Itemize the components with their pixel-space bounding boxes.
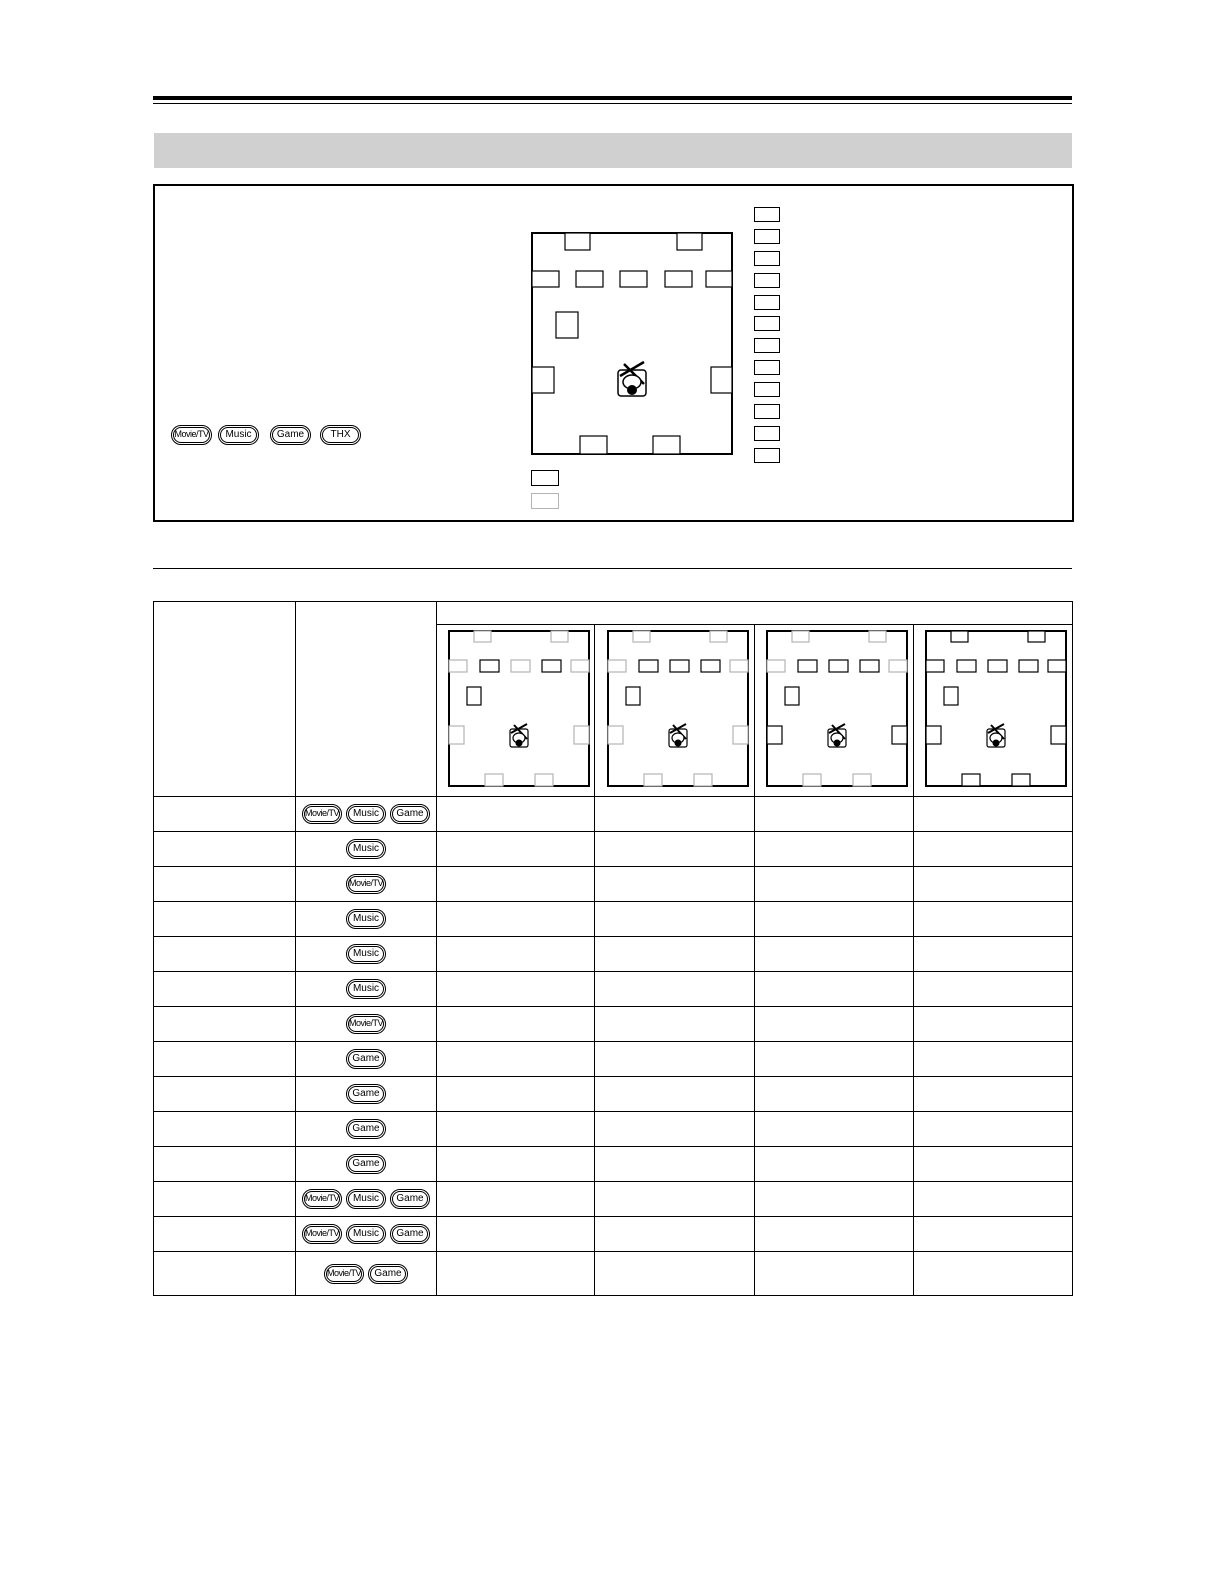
speaker-legend bbox=[754, 207, 780, 470]
layout-value-cell bbox=[595, 937, 755, 972]
front-left-speaker bbox=[474, 631, 491, 642]
music-icon: Music bbox=[218, 425, 259, 445]
table-row bbox=[154, 1217, 1073, 1252]
mode-name-cell bbox=[154, 972, 296, 1007]
game-icon: Game bbox=[390, 804, 430, 824]
layout-value-cell bbox=[755, 1252, 914, 1296]
game-icon: Game bbox=[346, 1049, 386, 1069]
top-rule-thin bbox=[153, 103, 1072, 104]
input-source-cell bbox=[296, 1077, 437, 1112]
music-icon: Music bbox=[346, 979, 386, 999]
room-outline bbox=[926, 631, 1066, 786]
layout-value-cell bbox=[755, 1007, 914, 1042]
front-left-speaker bbox=[792, 631, 809, 642]
layout-value-cell bbox=[595, 832, 755, 867]
game-icon: Game bbox=[390, 1224, 430, 1244]
layout-diagram-1 bbox=[437, 625, 595, 797]
speaker bbox=[988, 660, 1007, 672]
speaker bbox=[730, 660, 748, 672]
movie-tv-icon: Movie/TV bbox=[302, 1224, 342, 1244]
legend-key bbox=[754, 404, 780, 419]
game-icon: Game bbox=[270, 425, 311, 445]
front-right-speaker bbox=[710, 631, 727, 642]
layout-value-cell bbox=[437, 902, 595, 937]
movie-tv-icon: Movie/TV bbox=[346, 874, 386, 894]
music-icon: Music bbox=[346, 804, 386, 824]
input-source-cell bbox=[296, 1112, 437, 1147]
speaker bbox=[860, 660, 879, 672]
side-left-speaker bbox=[608, 726, 623, 744]
input-source-cell bbox=[296, 1007, 437, 1042]
legend-key bbox=[754, 295, 780, 310]
input-source-cell bbox=[296, 867, 437, 902]
table-row bbox=[154, 1182, 1073, 1217]
layout-value-cell bbox=[595, 972, 755, 1007]
layout-value-cell bbox=[437, 1252, 595, 1296]
table-row bbox=[154, 902, 1073, 937]
layout-value-cell bbox=[914, 832, 1073, 867]
speaker bbox=[957, 660, 976, 672]
side-right-speaker bbox=[733, 726, 748, 744]
legend-key bbox=[754, 360, 780, 375]
music-icon: Music bbox=[346, 944, 386, 964]
layout-value-cell bbox=[755, 972, 914, 1007]
header-speaker-layout bbox=[437, 602, 1073, 625]
layout-value-cell bbox=[437, 1077, 595, 1112]
layout-value-cell bbox=[914, 1217, 1073, 1252]
layout-value-cell bbox=[755, 867, 914, 902]
active-speaker-key bbox=[531, 470, 559, 486]
movie-tv-icon: Movie/TV bbox=[346, 1014, 386, 1034]
layout-value-cell bbox=[437, 1147, 595, 1182]
speaker bbox=[926, 660, 944, 672]
music-icon: Music bbox=[346, 1224, 386, 1244]
layout-value-cell bbox=[437, 972, 595, 1007]
table-row bbox=[154, 937, 1073, 972]
rear-right-speaker bbox=[1012, 774, 1030, 786]
layout-value-cell bbox=[595, 1007, 755, 1042]
layout-value-cell bbox=[437, 1217, 595, 1252]
room-outline bbox=[767, 631, 907, 786]
layout-diagram-2 bbox=[595, 625, 755, 797]
mode-name-cell bbox=[154, 1147, 296, 1182]
table-row bbox=[154, 1112, 1073, 1147]
speaker bbox=[511, 660, 530, 672]
game-icon: Game bbox=[346, 1119, 386, 1139]
speaker bbox=[1048, 660, 1066, 672]
side-right-speaker bbox=[1051, 726, 1066, 744]
input-source-cell bbox=[296, 1147, 437, 1182]
mode-name-cell bbox=[154, 1112, 296, 1147]
table-row bbox=[154, 1077, 1073, 1112]
side-right-speaker bbox=[574, 726, 589, 744]
speaker bbox=[829, 660, 848, 672]
layout-value-cell bbox=[914, 867, 1073, 902]
legend-key bbox=[754, 316, 780, 331]
speaker bbox=[608, 660, 626, 672]
layout-value-cell bbox=[595, 1217, 755, 1252]
legend-key bbox=[754, 338, 780, 353]
input-source-cell bbox=[296, 797, 437, 832]
layout-value-cell bbox=[755, 1182, 914, 1217]
legend-key bbox=[754, 273, 780, 288]
mode-name-cell bbox=[154, 1077, 296, 1112]
mode-name-cell bbox=[154, 1217, 296, 1252]
layout-value-cell bbox=[595, 797, 755, 832]
side-right-speaker bbox=[892, 726, 907, 744]
layout-value-cell bbox=[437, 867, 595, 902]
layout-value-cell bbox=[914, 937, 1073, 972]
legend-key bbox=[754, 382, 780, 397]
speaker bbox=[767, 660, 785, 672]
layout-value-cell bbox=[437, 1112, 595, 1147]
movie-tv-icon: Movie/TV bbox=[302, 804, 342, 824]
layout-value-cell bbox=[914, 902, 1073, 937]
active-inactive-legend bbox=[531, 470, 559, 516]
speaker bbox=[1019, 660, 1038, 672]
layout-diagram-4 bbox=[914, 625, 1073, 797]
layout-value-cell bbox=[914, 1252, 1073, 1296]
layout-value-cell bbox=[595, 1042, 755, 1077]
layout-value-cell bbox=[595, 1147, 755, 1182]
layout-value-cell bbox=[914, 1112, 1073, 1147]
input-source-cell bbox=[296, 972, 437, 1007]
speaker bbox=[571, 660, 589, 672]
layout-value-cell bbox=[755, 1077, 914, 1112]
game-icon: Game bbox=[346, 1154, 386, 1174]
layout-value-cell bbox=[755, 1042, 914, 1077]
layout-value-cell bbox=[755, 1147, 914, 1182]
table-row bbox=[154, 1007, 1073, 1042]
mode-name-cell bbox=[154, 832, 296, 867]
mode-name-cell bbox=[154, 902, 296, 937]
legend-key bbox=[754, 229, 780, 244]
game-icon: Game bbox=[346, 1084, 386, 1104]
input-source-cell bbox=[296, 1182, 437, 1217]
layout-value-cell bbox=[595, 1182, 755, 1217]
mode-name-cell bbox=[154, 1042, 296, 1077]
input-source-cell bbox=[296, 832, 437, 867]
layout-value-cell bbox=[914, 1007, 1073, 1042]
layout-value-cell bbox=[437, 1007, 595, 1042]
layout-value-cell bbox=[437, 1042, 595, 1077]
layout-value-cell bbox=[914, 797, 1073, 832]
room-outline bbox=[449, 631, 589, 786]
music-icon: Music bbox=[346, 1189, 386, 1209]
layout-value-cell bbox=[755, 1217, 914, 1252]
layout-value-cell bbox=[755, 1112, 914, 1147]
subwoofer bbox=[944, 687, 958, 705]
layout-value-cell bbox=[914, 1077, 1073, 1112]
movie-tv-icon: Movie/TV bbox=[302, 1189, 342, 1209]
layout-value-cell bbox=[437, 937, 595, 972]
speaker bbox=[480, 660, 499, 672]
table-row bbox=[154, 797, 1073, 832]
table-row bbox=[154, 1042, 1073, 1077]
layout-diagram-3 bbox=[755, 625, 914, 797]
mode-name-cell bbox=[154, 937, 296, 972]
table-row bbox=[154, 867, 1073, 902]
table-row bbox=[154, 1147, 1073, 1182]
input-source-cell bbox=[296, 902, 437, 937]
speaker bbox=[798, 660, 817, 672]
layout-value-cell bbox=[755, 937, 914, 972]
rear-right-speaker bbox=[853, 774, 871, 786]
movie-tv-icon: Movie/TV bbox=[324, 1264, 364, 1284]
table-row bbox=[154, 832, 1073, 867]
legend-key bbox=[754, 207, 780, 222]
room-outline bbox=[608, 631, 748, 786]
legend-key bbox=[754, 448, 780, 463]
thx-icon: THX bbox=[320, 425, 361, 445]
header-mode bbox=[154, 602, 296, 797]
legend-key bbox=[754, 426, 780, 441]
input-source-cell bbox=[296, 937, 437, 972]
subwoofer bbox=[626, 687, 640, 705]
layout-value-cell bbox=[755, 797, 914, 832]
layout-value-cell bbox=[914, 972, 1073, 1007]
layout-value-cell bbox=[755, 832, 914, 867]
subwoofer bbox=[467, 687, 481, 705]
mode-name-cell bbox=[154, 867, 296, 902]
game-icon: Game bbox=[368, 1264, 408, 1284]
speaker bbox=[670, 660, 689, 672]
mode-name-cell bbox=[154, 1182, 296, 1217]
side-left-speaker bbox=[449, 726, 464, 744]
front-left-speaker bbox=[633, 631, 650, 642]
mode-name-cell bbox=[154, 1007, 296, 1042]
speaker bbox=[449, 660, 467, 672]
top-rule-thick bbox=[153, 96, 1072, 100]
input-source-cell bbox=[296, 1252, 437, 1296]
layout-value-cell bbox=[914, 1042, 1073, 1077]
layout-value-cell bbox=[595, 1252, 755, 1296]
table-row bbox=[154, 972, 1073, 1007]
front-right-speaker bbox=[551, 631, 568, 642]
music-icon: Music bbox=[346, 839, 386, 859]
rear-left-speaker bbox=[485, 774, 503, 786]
layout-value-cell bbox=[595, 902, 755, 937]
layout-value-cell bbox=[914, 1182, 1073, 1217]
side-left-speaker bbox=[767, 726, 782, 744]
rear-right-speaker bbox=[694, 774, 712, 786]
speaker bbox=[639, 660, 658, 672]
subwoofer bbox=[785, 687, 799, 705]
layout-value-cell bbox=[595, 1112, 755, 1147]
inactive-speaker-key bbox=[531, 493, 559, 509]
rear-left-speaker bbox=[803, 774, 821, 786]
layout-value-cell bbox=[437, 1182, 595, 1217]
header-input bbox=[296, 602, 437, 797]
layout-value-cell bbox=[755, 902, 914, 937]
game-icon: Game bbox=[390, 1189, 430, 1209]
front-left-speaker bbox=[951, 631, 968, 642]
layout-value-cell bbox=[914, 1147, 1073, 1182]
legend-key bbox=[754, 251, 780, 266]
rear-left-speaker bbox=[644, 774, 662, 786]
mode-name-cell bbox=[154, 1252, 296, 1296]
front-right-speaker bbox=[1028, 631, 1045, 642]
listening-mode-table bbox=[153, 601, 1073, 1296]
speaker bbox=[701, 660, 720, 672]
input-source-cell bbox=[296, 1217, 437, 1252]
side-left-speaker bbox=[926, 726, 941, 744]
front-right-speaker bbox=[869, 631, 886, 642]
speaker bbox=[889, 660, 907, 672]
layout-value-cell bbox=[437, 832, 595, 867]
layout-value-cell bbox=[437, 797, 595, 832]
section-title-band bbox=[154, 133, 1072, 168]
mode-name-cell bbox=[154, 797, 296, 832]
music-icon: Music bbox=[346, 909, 386, 929]
table-row bbox=[154, 1252, 1073, 1296]
section-divider bbox=[153, 568, 1072, 569]
speaker bbox=[542, 660, 561, 672]
movie-tv-icon: Movie/TV bbox=[171, 425, 212, 445]
layout-value-cell bbox=[595, 867, 755, 902]
rear-left-speaker bbox=[962, 774, 980, 786]
rear-right-speaker bbox=[535, 774, 553, 786]
layout-value-cell bbox=[595, 1077, 755, 1112]
speaker-layout-diagram bbox=[530, 230, 738, 458]
input-source-cell bbox=[296, 1042, 437, 1077]
